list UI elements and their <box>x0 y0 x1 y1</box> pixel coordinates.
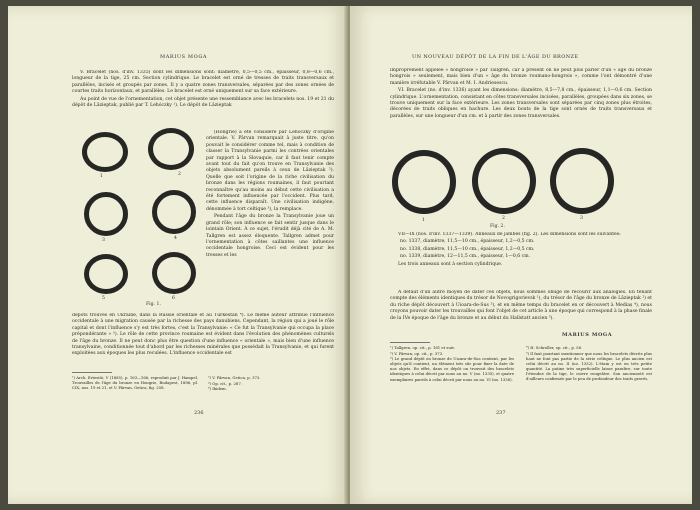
figure-number: 2 <box>178 172 181 177</box>
footnote: ²) V. Pârvan, op. cit., p. 373. <box>390 350 444 356</box>
author-signature: MARIUS MOGA <box>562 332 613 338</box>
right-page <box>350 6 692 504</box>
measure-line: no. 1338, diamètre, 11,5—10 cm., épaisseur, 1,2—0,5 cm. <box>400 246 535 252</box>
right-page-number: 237 <box>496 410 506 416</box>
bracelet-6-image <box>152 252 196 294</box>
measure-note: Les trois anneaux sont à section cylindrique. <box>398 261 503 267</box>
bracelet-3-image <box>84 192 128 236</box>
figure-number: 6 <box>172 296 175 301</box>
footnote: ⁴) Ibidem. <box>208 386 227 392</box>
left-intro-paragraph: V. Bracelet (nos. d'inv. 1335) dont les dimensions sont: diamètre, 0,5—0,5 cm., épaisseur, 0,8—0,6 cm., longueur de la tige, 25 cm. Section cylindrique. Le bracelet est orné de tresses de traits transversaux et parallèles, incisés et groupés par zones. Il y a quatre zones transversales, séparées par des zones ornées de courtes traits horizontaux, et parallèles. Le bracelet est orné uniquement sur sa face extérieure. <box>72 70 334 95</box>
footnote: ³) Op. cit., p. 287. <box>208 380 242 386</box>
figure-number: 1 <box>100 174 103 179</box>
right-conclusion-text <box>390 290 652 330</box>
anklet-1-image <box>392 150 456 214</box>
left-column-paragraph: (Hongrie) a été considéré par Lehóczky d'origine orientale. V. Pârvan remarquait à juste titre, qu'on pouvait le considérer comme tel, mais à condition de classer la Transylvanie parmi les contrées orientales par rapport à la Slovaquie, car il faut tenir compte avant tout du fait qu'on trouve en Transylvanie des objets absolument pareils à ceux de Lăzieptak ²). Quelle que soit l'origine de la riche civilisation du bronze dans les régions roumaines, il faut pourtant reconnaître qu'au moins au début cette civilisation a été fortement influencée par l'occident. Plus tard, cette influence disparaît. Une civilisation indigène, dénommée à tort celtique ³), la remplace. <box>206 130 334 212</box>
figure-number: 1 <box>422 218 425 223</box>
footnote: ⁵) Il faut pourtant mentionner que nous les bracelets décrits plus haut ne font pas partie de la série celtique. Le plus ancien est celui décrit au no. II (no. 1332). L'étain y est en très petite quantité. La patine très superficielle laisse paraître, sur toute l'étendue de la tige, le cuivre rougeâtre. Son ancienneté est d'ailleurs confirmée par le peu de profondeur des traits gravés. <box>526 350 652 382</box>
right-running-head: UN NOUVEAU DÉPÔT DE LA FIN DE L'ÂGE DU BRONZE <box>412 54 579 60</box>
figure-caption: Fig. 2. <box>490 224 505 229</box>
bracelet-5-image <box>84 254 128 294</box>
right-footnotes-col1 <box>390 345 514 405</box>
footnote-rule <box>72 372 112 373</box>
right-footnotes-col2 <box>526 345 652 405</box>
anklet-2-image <box>472 148 536 214</box>
footnote: ¹) Arch. Ertesitö, V (1885), p. 163—166, reproduit par J. Hampel, Trouvailles de l'âge du bronze en Hongrie, Budapest, 1886, pl. CIX, nos. 19 et 21, et V. Pârvan, Getica, fig. 258. <box>72 375 198 391</box>
footnote: ⁴) H. Schroller, op. cit., p. 56. <box>526 345 583 350</box>
right-mid-text <box>390 232 652 288</box>
figure-number: 2 <box>502 216 505 221</box>
footnote-rule <box>390 342 430 343</box>
right-top-text <box>390 68 652 144</box>
left-page <box>8 6 348 504</box>
left-intro-paragraph: Au point de vue de l'ornementation, cet objet présente une ressemblance avec les bracelets nos. 19 et 21 du dépôt de Lăzieptak, publié par T. Lehóczky ¹). Le dépôt de Lăzieptak <box>72 96 334 109</box>
right-top-paragraph: improprement appelée « hongroise » par Tallgren, car à présent on ne peut plus parler d'un « âge du bronze hongrois » seulement, mais bien d'un « âge du bronze roumano-hongrois », comme l'ont démontré d'une manière irréfutable V. Pârvan et M. I. Andriesescu. <box>390 68 652 86</box>
bracelet-1-image <box>82 132 128 172</box>
right-mid-paragraph: VII—IX (nos. d'inv. 1337—1339). Anneaux de jambes (fig. 2). Les dimensions sont les suivantes: <box>398 232 621 237</box>
left-footnotes-col2 <box>208 375 334 405</box>
figure-number: 3 <box>102 238 105 243</box>
anklet-3-image <box>550 148 614 214</box>
figure-number: 4 <box>174 236 177 241</box>
left-running-head: MARIUS MOGA <box>160 54 208 60</box>
footnote: ²) V. Pârvan, Getica, p. 373. <box>208 375 261 380</box>
left-page-number: 236 <box>194 410 204 416</box>
left-column-text <box>206 130 334 310</box>
figure-number: 5 <box>102 296 105 301</box>
figure-caption: Fig. 1. <box>146 302 161 307</box>
footnote: ³) Le grand dépôt en bronze de Uioara-de-Sus contient, par les objets qu'il contient, un élément très sûr pour fixer la date de nos objets. En effet, dans ce dépôt on trouvait des bracelets identiques à celui décrit par nous au no. V (no. 1335), et quatre exemplaires pareils à celui décrit par nous au no. VI (no. 1336). <box>390 356 514 382</box>
bracelet-4-image <box>152 190 196 234</box>
left-bottom-paragraph: dépôts trouvés en Ukraine, dans la Russie orientale et au Turkestan ⁴). Le même auteur attribue l'influence occidentale à une migration causée par la richesse des pays danubiens. Cependant, la région qui a joué le rôle capital et dont l'influence s'y est très fortes, c'est la Transylvanie: « Ce fut la Transylvanie qui occupa la place prépondérante » ⁵). Le rôle de cette province roumaine est évident dans l'évolution des phénomènes culturels de l'âge du bronze. Il ne peut donc plus être question d'une influence « orientale », mais bien d'une influence transylvaine, conditionnée tout d'abord par les richesses minérales que possédait la Transylvanie, et qui furent exploitées aux époques les plus reculées. L'influence occidentale est <box>72 313 334 357</box>
left-intro-text <box>72 70 334 128</box>
bracelet-2-image <box>148 128 194 170</box>
left-column-paragraph: Pendant l'âge du bronze la Transylvanie joue un grand rôle; son influence se fait sentir jusque dans le lointain Orient. À ce sujet, l'érudit déjà cité de A. M. Tallgren est assez éloquente. Tallgren admet pour l'ornementation à côtes saillantes une influence occidentale hongroise. Ceci est évident pour les tresses et les <box>206 214 334 258</box>
conclusion-paragraph: À défaut d'un autre moyen de dater ces objets, nous sommes obligé de recourir aux analogies. En tenant compte des éléments identiques du trésor de Novogrigorievsk ¹), du trésor de l'âge du bronze de Lăzieptak ²) et du riche dépôt découvert à Uioara-de-Sus ³), et en même temps du bracelet en or découvert à Mediaș ⁴), nous croyons pouvoir dater les trouvailles qui font l'objet de cet article à une époque qui correspond à la phase finale de la IVe époque de l'âge du bronze et au début du Hallstatt ancien ⁵). <box>390 290 652 321</box>
left-bottom-text <box>72 313 334 371</box>
figure-number: 3 <box>580 216 583 221</box>
footnote: ¹) Tallgren, op. cit., p. 161 et suiv. <box>390 345 455 350</box>
measure-line: no. 1337, diamètre, 11,5—10 cm., épaisseur, 1,2—0,5 cm. <box>400 239 535 245</box>
left-footnotes-col1 <box>72 375 198 405</box>
right-top-paragraph: VI. Bracelet (no. d'inv. 1336) ayant les dimensions: diamètre, 8,5—7,8 cm., épaisseur, 1,1—0,6 cm. Section cylindrique. L'ornementation, consistant en côtes transversales incisées, parallèles, groupées dans six zones, se trouve uniquement sur la face extérieure. Les zones transversales sont séparées par cinq zones plus étroites, décorées de traits obliques en hachure. Les deux bouts de la tige sont ornés de traits transversaux et parallèles, sur une longueur d'un cm. et à partir des zones transversales. <box>390 88 652 119</box>
measure-line: no. 1339, diamètre, 12—11,5 cm., épaisseur, 1—0,6 cm. <box>400 254 531 260</box>
